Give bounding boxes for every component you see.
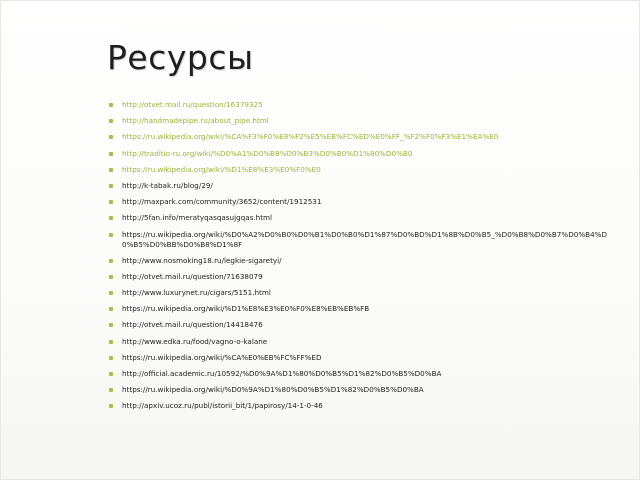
resource-link-text[interactable]: http://5fan.info/meratyqasqasujgqas.html — [122, 213, 273, 223]
slide-title: Ресурсы — [107, 38, 254, 77]
resource-link-text[interactable]: http://traditio-ru.org/wiki/%D0%A1%D0%B8%D0%B3%D0%B0%D1%80%D0%B0 — [122, 148, 413, 158]
resource-link-text[interactable]: https://ru.wikipedia.org/wiki/%CA%F3%F0%E8%F2%E5%EB%FC%ED%E0%FF_%F2%F0%F3%E1%EA%E0 — [122, 132, 499, 142]
resource-link-text[interactable]: https://ru.wikipedia.org/wiki/%D0%A2%D0%B0%D0%B1%D0%B0%D1%87%D0%BD%D1%8B%D0%B5_%D0%B8%D0%B7%D0%B4%D0%B5%D0%BB%D0%B8%D1%8F — [122, 229, 608, 249]
resource-list-item[interactable] — [108, 272, 608, 282]
resource-link-text[interactable]: http://maxpark.com/community/3652/content/1912531 — [122, 197, 322, 207]
resource-list-item[interactable] — [108, 132, 608, 142]
resource-link-text[interactable]: https://ru.wikipedia.org/wiki/%D1%E8%E3%E0%F0%E8%EB%EB%FB — [122, 304, 370, 314]
square-bullet-icon — [109, 168, 113, 172]
square-bullet-icon — [109, 119, 113, 123]
square-bullet-icon — [109, 404, 113, 408]
resource-list-item[interactable] — [108, 116, 608, 126]
square-bullet-icon — [109, 152, 113, 156]
resource-list-item[interactable] — [108, 385, 608, 395]
resource-list-item[interactable] — [108, 165, 608, 175]
square-bullet-icon — [109, 184, 113, 188]
square-bullet-icon — [109, 275, 113, 279]
resource-link-text[interactable]: http://www.nosmoking18.ru/legkie-sigaretyi/ — [122, 255, 282, 265]
resource-link-text[interactable]: http://www.luxurynet.ru/cigars/5151.html — [122, 288, 271, 298]
square-bullet-icon — [109, 200, 113, 204]
resource-link-text[interactable]: http://otvet.mail.ru/question/16379325 — [122, 100, 263, 109]
square-bullet-icon — [109, 356, 113, 360]
resource-list-item[interactable] — [108, 401, 608, 411]
square-bullet-icon — [109, 388, 113, 392]
resource-list — [108, 100, 608, 418]
square-bullet-icon — [109, 259, 113, 263]
square-bullet-icon — [109, 340, 113, 344]
resource-link-text[interactable]: http://official.academic.ru/10592/%D0%9A%D1%80%D0%B5%D1%82%D0%B5%D0%BA — [122, 369, 442, 378]
resource-list-item[interactable] — [108, 213, 608, 223]
square-bullet-icon — [109, 135, 113, 139]
square-bullet-icon — [109, 291, 113, 295]
resource-list-item[interactable] — [108, 230, 608, 250]
resource-link-text[interactable]: http://apxiv.ucoz.ru/publ/istorii_bit/1/papirosy/14-1-0-46 — [122, 401, 323, 411]
resource-link-text[interactable]: http://k-tabak.ru/blog/29/ — [122, 180, 213, 190]
resource-list-item[interactable] — [108, 337, 608, 347]
resource-list-item[interactable] — [108, 288, 608, 298]
resource-list-item[interactable] — [108, 320, 608, 330]
resource-link-text[interactable]: http://otvet.mail.ru/question/71638079 — [122, 271, 263, 281]
resource-link-text[interactable]: https://ru.wikipedia.org/wiki/%D1%E8%E3%E0%F0%E0 — [122, 164, 321, 174]
square-bullet-icon — [109, 216, 113, 220]
resource-list-item[interactable] — [108, 100, 608, 110]
square-bullet-icon — [109, 103, 113, 107]
square-bullet-icon — [109, 323, 113, 327]
resource-list-item[interactable] — [108, 369, 608, 379]
resource-list-item[interactable] — [108, 149, 608, 159]
resource-link-text[interactable]: http://otvet.mail.ru/question/14418476 — [122, 320, 263, 330]
resource-list-item[interactable] — [108, 181, 608, 191]
resource-link-text[interactable]: http://www.edka.ru/food/vagno-o-kalane — [122, 336, 268, 346]
square-bullet-icon — [109, 307, 113, 311]
resource-link-text[interactable]: http://handmadepipe.ru/about_pipe.html — [122, 116, 269, 126]
square-bullet-icon — [109, 372, 113, 376]
resource-list-item[interactable] — [108, 197, 608, 207]
resource-link-text[interactable]: https://ru.wikipedia.org/wiki/%CA%E0%EB%FC%FF%ED — [122, 352, 322, 362]
resource-list-item[interactable] — [108, 353, 608, 363]
resource-link-text[interactable]: https://ru.wikipedia.org/wiki/%D0%9A%D1%80%D0%B5%D1%82%D0%B5%D0%BA — [122, 385, 424, 395]
resource-list-item[interactable] — [108, 304, 608, 314]
square-bullet-icon — [109, 233, 113, 237]
resource-list-item[interactable] — [108, 256, 608, 266]
